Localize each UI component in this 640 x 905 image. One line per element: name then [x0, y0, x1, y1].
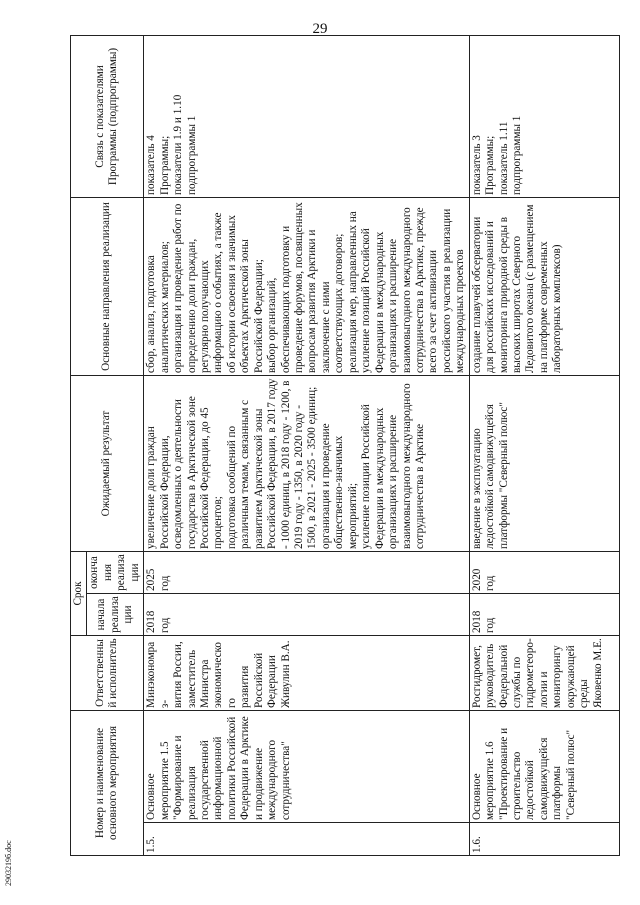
header-start: начала реализации: [87, 593, 144, 635]
measures-table: [70, 35, 620, 856]
table-row: [469, 35, 619, 855]
executor: Минэкономраз- вития России, заместитель Министра экономического развития Российской Федерации Живулин В.А.: [144, 635, 470, 710]
header-executor: Ответственный исполнитель: [71, 635, 144, 710]
header-name: Номер и наименование основного мероприятия: [71, 710, 144, 855]
end-year: 2025 год: [144, 551, 470, 593]
header-result: Ожидаемый результат: [71, 375, 144, 551]
document-code: 2903219б.doc: [4, 840, 13, 886]
page-number: 29: [312, 21, 328, 37]
header-row-1: [71, 35, 87, 855]
directions: создание плавучей обсерватории для российских исследований и мониторинга природной среды в высоких широтах Северного Ледовитого океана (с размещением на платформе современных лабораторных комплексов): [469, 197, 619, 375]
expected-result: увеличение доли граждан Российской Федерации, осведомленных о деятельности государства в Арктической зоне Российской Федерации, до 45 процентов; подготовка сообщений по различным темам, связанным с развитием Арктической зоны Российской Федерации, в 2017 году - 1000 единиц, в 2018 году - 1200, в 2019 году - 1350, в 2020 году - 1500, в 2021 - 2025 - 3500 единиц; организация и проведение общественно-значимых мероприятий; усиление позиции Российской Федерации в международных организациях и расширение взаимовыгодного международного сотрудничества в Арктике: [144, 375, 470, 551]
header-directions: Основные направления реализации: [71, 197, 144, 375]
start-year: 2018 год: [469, 593, 619, 635]
end-year: 2020 год: [469, 551, 619, 593]
expected-result: введение в эксплуатацию ледостойкой самодвижущейся платформы "Северный полюс": [469, 375, 619, 551]
header-link: Связь с показателями Программы (подпрограммы): [71, 35, 144, 197]
start-year: 2018 год: [144, 593, 470, 635]
rotated-table-container: [70, 36, 626, 856]
measure-name: Основное мероприятие 1.5 "Формирование и реализация государственной информационной политики Российской Федерации в Арктике и продвижение международного сотрудничества": [144, 710, 470, 822]
row-number: 1.6.: [469, 823, 619, 856]
program-link: показатель 4 Программы; показатели 1.9 и 1.10 подпрограммы 1: [144, 35, 470, 197]
program-link: показатель 3 Программы; показатель 1.11 подпрограммы 1: [469, 35, 619, 197]
executor: Росгидромет, руководитель Федеральной службы по гидрометеоро- логии и мониторингу окружающей среды Яковенко М.Е.: [469, 635, 619, 710]
header-end: окончания реализации: [87, 551, 144, 593]
row-number: 1.5.: [144, 823, 470, 856]
header-term: Срок: [71, 551, 87, 635]
measure-name: Основное мероприятие 1.6 "Проектирование и строительство ледостойкой самодвижущейся платформы "Северный полюс": [469, 710, 619, 822]
directions: сбор, анализ, подготовка аналитических материалов; организация и проведение работ по определению доли граждан, регулярно получающих информацию о событиях, а также об истории освоения и значимых объектах Арктической зоны Российской Федерации; выбор организаций, обеспечивающих подготовку и проведение форумов, посвященных вопросам развития Арктики и заключение с ними соответствующих договоров; реализация мер, направленных на усиление позиций Российской Федерации в международных организациях и расширение взаимовыгодного международного сотрудничества в Арктике, прежде всего за счет активизации российского участия в реализации международных проектов: [144, 197, 470, 375]
table-row: [144, 35, 470, 855]
